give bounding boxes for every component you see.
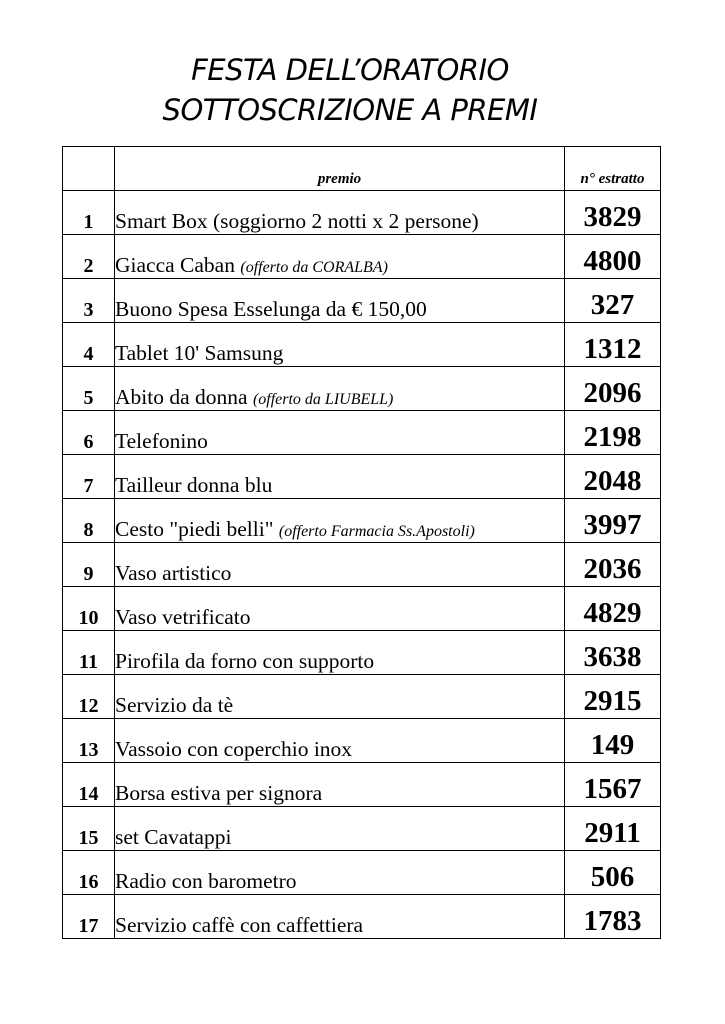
prize-table	[62, 146, 661, 939]
extracted-number: 2036	[565, 543, 661, 587]
table-row	[63, 499, 661, 543]
table-row	[63, 675, 661, 719]
row-number: 17	[63, 895, 115, 939]
prize-cell	[115, 543, 565, 587]
table-row	[63, 279, 661, 323]
row-number: 8	[63, 499, 115, 543]
table-row	[63, 851, 661, 895]
prize-name: Giacca Caban	[115, 253, 241, 277]
prize-name: Tablet 10' Samsung	[115, 341, 284, 365]
table-header-row	[63, 147, 661, 191]
row-number: 16	[63, 851, 115, 895]
prize-name: Tailleur donna blu	[115, 473, 273, 497]
prize-cell	[115, 367, 565, 411]
table-row	[63, 807, 661, 851]
prize-name: Cesto "piedi belli"	[115, 517, 279, 541]
row-number: 4	[63, 323, 115, 367]
prize-cell	[115, 191, 565, 235]
prize-cell	[115, 323, 565, 367]
row-number: 11	[63, 631, 115, 675]
prize-donor-note: (offerto da CORALBA)	[240, 259, 388, 276]
prize-donor-note: (offerto da LIUBELL)	[252, 391, 394, 408]
prize-cell	[115, 719, 565, 763]
prize-name: Pirofila da forno con supporto	[115, 649, 375, 673]
prize-name: Telefonino	[115, 429, 208, 453]
extracted-number: 2915	[565, 675, 661, 719]
extracted-number: 327	[565, 279, 661, 323]
prize-cell	[115, 631, 565, 675]
prize-cell	[115, 675, 565, 719]
prize-name: Abito da donna	[115, 385, 253, 409]
page-subtitle: SOTTOSCRIZIONE A PREMI	[162, 93, 538, 127]
extracted-number: 2198	[565, 411, 661, 455]
page-title: FESTA DELL’ORATORIO	[191, 53, 509, 87]
prize-name: Vaso vetrificato	[115, 605, 251, 629]
prize-name: Smart Box (soggiorno 2 notti x 2 persone)	[115, 209, 479, 233]
table-row	[63, 895, 661, 939]
prize-name: Buono Spesa Esselunga da € 150,00	[115, 297, 427, 321]
table-row	[63, 631, 661, 675]
extracted-number: 1783	[565, 895, 661, 939]
table-body	[63, 191, 661, 939]
extracted-number: 3997	[565, 499, 661, 543]
table-row	[63, 235, 661, 279]
header-number	[63, 147, 115, 191]
prize-cell	[115, 411, 565, 455]
prize-cell	[115, 807, 565, 851]
prize-name: Servizio caffè con caffettiera	[115, 913, 364, 937]
row-number: 5	[63, 367, 115, 411]
row-number: 12	[63, 675, 115, 719]
row-number: 6	[63, 411, 115, 455]
extracted-number: 2096	[565, 367, 661, 411]
row-number: 1	[63, 191, 115, 235]
row-number: 10	[63, 587, 115, 631]
prize-name: Vassoio con coperchio inox	[115, 737, 353, 761]
prize-cell	[115, 499, 565, 543]
row-number: 2	[63, 235, 115, 279]
prize-name: Borsa estiva per signora	[115, 781, 323, 805]
prize-name: Radio con barometro	[115, 869, 297, 893]
prize-cell	[115, 235, 565, 279]
row-number: 7	[63, 455, 115, 499]
prize-cell	[115, 851, 565, 895]
prize-cell	[115, 763, 565, 807]
extracted-number: 149	[565, 719, 661, 763]
table-row	[63, 587, 661, 631]
extracted-number: 4829	[565, 587, 661, 631]
extracted-number: 506	[565, 851, 661, 895]
prize-cell	[115, 895, 565, 939]
extracted-number: 2911	[565, 807, 661, 851]
header-extracted: n° estratto	[565, 147, 661, 191]
extracted-number: 2048	[565, 455, 661, 499]
table-row	[63, 455, 661, 499]
row-number: 3	[63, 279, 115, 323]
row-number: 14	[63, 763, 115, 807]
extracted-number: 1567	[565, 763, 661, 807]
prize-name: Servizio da tè	[115, 693, 234, 717]
row-number: 15	[63, 807, 115, 851]
table-row	[63, 543, 661, 587]
table-row	[63, 323, 661, 367]
table-row	[63, 763, 661, 807]
extracted-number: 1312	[565, 323, 661, 367]
table-row	[63, 411, 661, 455]
table-row	[63, 719, 661, 763]
row-number: 13	[63, 719, 115, 763]
prize-name: set Cavatappi	[115, 825, 232, 849]
prize-cell	[115, 587, 565, 631]
extracted-number: 3638	[565, 631, 661, 675]
table-row	[63, 367, 661, 411]
prize-cell	[115, 279, 565, 323]
extracted-number: 3829	[565, 191, 661, 235]
row-number: 9	[63, 543, 115, 587]
extracted-number: 4800	[565, 235, 661, 279]
prize-donor-note: (offerto Farmacia Ss.Apostoli)	[278, 523, 475, 540]
prize-name: Vaso artistico	[115, 561, 232, 585]
header-prize: premio	[115, 147, 565, 191]
prize-cell	[115, 455, 565, 499]
table-row	[63, 191, 661, 235]
